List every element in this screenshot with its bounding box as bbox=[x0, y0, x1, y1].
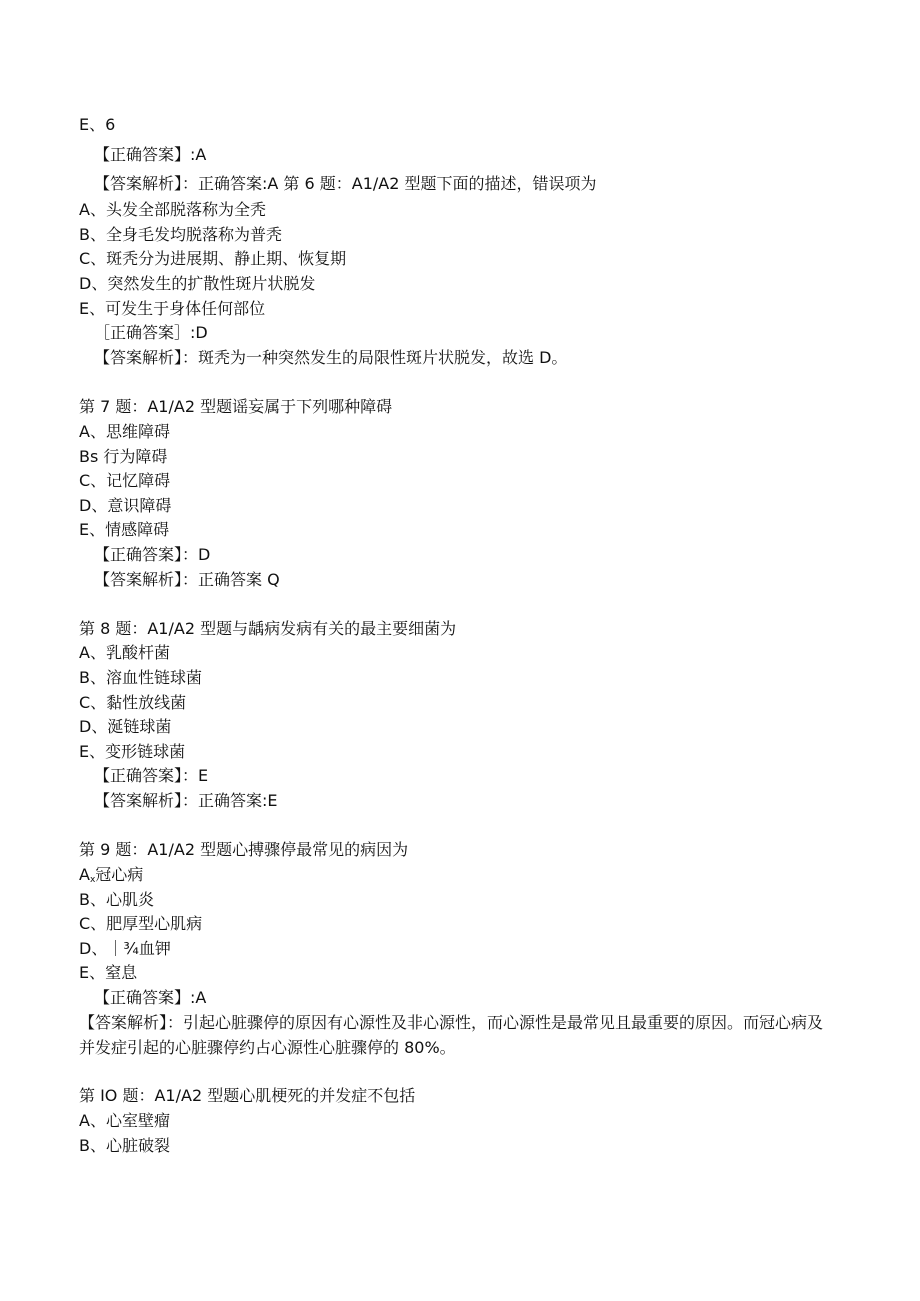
q8-correct-answer: 【正确答案】：E bbox=[94, 766, 209, 785]
q8-title: 第 8 题：A1/A2 型题与龋病发病有关的最主要细菌为 bbox=[79, 619, 457, 638]
q9-title: 第 9 题：A1/A2 型题心搏骤停最常见的病因为 bbox=[79, 840, 409, 859]
q9-option-a-text: 冠心病 bbox=[95, 865, 144, 884]
q9-option-d: D、｜¾血钾 bbox=[79, 939, 171, 958]
q8-option-a: A、乳酸杆菌 bbox=[79, 643, 170, 662]
q9-option-a-letter: A bbox=[79, 865, 90, 884]
q8-option-c: C、黏性放线菌 bbox=[79, 693, 187, 712]
q6-correct-answer: ［正确答案］:D bbox=[94, 323, 208, 342]
q6-option-b: B、全身毛发均脱落称为普秃 bbox=[79, 225, 282, 244]
q7-correct-answer: 【正确答案】：D bbox=[94, 545, 211, 564]
q9-option-a bbox=[79, 864, 143, 886]
q9-option-c: C、肥厚型心肌病 bbox=[79, 914, 203, 933]
q7-option-b: Bs 行为障碍 bbox=[79, 447, 168, 466]
q6-option-e: E、可发生于身体任何部位 bbox=[79, 299, 266, 318]
q7-option-a: A、思维障碍 bbox=[79, 422, 170, 441]
q9-option-b: B、心肌炎 bbox=[79, 890, 154, 909]
q6-option-a: A、头发全部脱落称为全秃 bbox=[79, 200, 266, 219]
q9-option-e: E、窒息 bbox=[79, 963, 138, 982]
q7-title: 第 7 题：A1/A2 型题谣妄属于下列哪种障碍 bbox=[79, 397, 393, 416]
q9-correct-answer: 【正确答案】:A bbox=[94, 988, 207, 1007]
q8-answer-analysis: 【答案解析】：正确答案:E bbox=[94, 791, 278, 810]
q7-option-c: C、记忆障碍 bbox=[79, 471, 171, 490]
q8-option-d: D、涎链球菌 bbox=[79, 717, 172, 736]
q7-option-d: D、意识障碍 bbox=[79, 496, 172, 515]
q7-answer-analysis: 【答案解析】：正确答案 Q bbox=[94, 570, 280, 589]
q9-answer-analysis: 【答案解析】：引起心脏骤停的原因有心源性及非心源性，而心源性是最常见且最重要的原因。而冠心病及并发症引起的心脏骤停约占心源性心脏骤停的 80%。 bbox=[79, 1013, 824, 1057]
q10-title: 第 IO 题：A1/A2 型题心肌梗死的并发症不包括 bbox=[79, 1086, 416, 1105]
q6-option-c: C、斑秃分为进展期、静止期、恢复期 bbox=[79, 249, 347, 268]
option-e-prev: E、6 bbox=[79, 115, 116, 134]
answer-analysis-prev: 【答案解析】：正确答案:A 第 6 题：A1/A2 型题下面的描述，错误项为 bbox=[94, 174, 597, 193]
q10-option-b: B、心脏破裂 bbox=[79, 1136, 170, 1155]
correct-answer-prev: 【正确答案】:A bbox=[94, 145, 207, 164]
q10-option-a: A、心室壁瘤 bbox=[79, 1111, 170, 1130]
q7-option-e: E、情感障碍 bbox=[79, 520, 170, 539]
q8-option-b: B、溶血性链球菌 bbox=[79, 668, 202, 687]
q6-option-d: D、突然发生的扩散性斑片状脱发 bbox=[79, 274, 316, 293]
q6-answer-analysis: 【答案解析】：斑秃为一种突然发生的局限性斑片状脱发，故选 D。 bbox=[94, 348, 568, 367]
q9-option-a-sub: x bbox=[89, 875, 96, 885]
q8-option-e: E、变形链球菌 bbox=[79, 742, 186, 761]
